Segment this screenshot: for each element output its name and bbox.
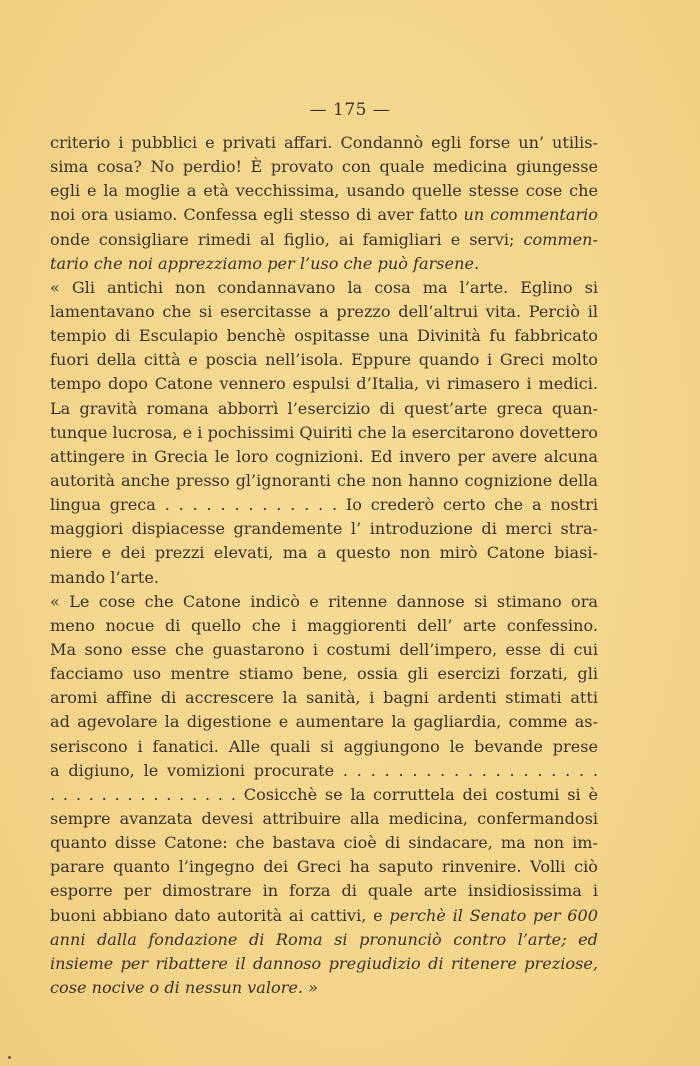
text-line <box>50 879 598 903</box>
text-line <box>50 155 598 179</box>
text-line <box>50 831 598 855</box>
text-line <box>50 614 598 638</box>
text-run: esporre per dimostrare in forza di quale arte insidiosissima i <box>50 881 598 901</box>
text-line <box>50 131 598 155</box>
text-run: attingere in Grecia le loro cognizioni. Ed invero per avere alcuna <box>50 446 598 466</box>
text-line <box>50 952 598 976</box>
text-run: ad agevolare la digestione e aumentare la gagliardia, comme as- <box>50 712 598 732</box>
text-run: La gravità romana abborrì l’esercizio di quest’arte greca quan- <box>50 398 598 418</box>
text-run: Ma sono esse che guastarono i costumi dell’impero, esse di cui <box>50 639 598 659</box>
text-run: onde consigliare rimedi al figlio, ai famigliari e servi; <box>50 229 524 249</box>
text-run: niere e dei prezzi elevati, ma a questo non mirò Catone biasi- <box>50 543 598 563</box>
text-run: quanto disse Catone: che bastava cioè di sindacare, ma non im- <box>50 833 598 853</box>
text-line <box>50 759 598 783</box>
text-run: egli e la moglie a età vecchissima, usando quelle stesse cose che <box>50 181 598 201</box>
text-line <box>50 517 598 541</box>
text-run: tempo dopo Catone vennero espulsi d’Italia, vi rimasero i medici. <box>50 374 598 394</box>
text-line <box>50 469 598 493</box>
text-line <box>50 541 598 565</box>
text-line <box>50 252 598 276</box>
text-line <box>50 203 598 227</box>
text-line <box>50 179 598 203</box>
text-run: fuori della città e poscia nell’isola. Eppure quando i Greci molto <box>50 350 598 370</box>
text-run: aromi affine di accrescere la sanità, i bagni ardenti stimati atti <box>50 688 598 708</box>
text-line <box>50 445 598 469</box>
text-run: facciamo uso mentre stiamo bene, ossia gli esercizi forzati, gli <box>50 664 598 684</box>
text-line <box>50 904 598 928</box>
text-line <box>50 372 598 396</box>
text-line <box>50 783 598 807</box>
text-line <box>50 324 598 348</box>
page-number: — 175 — <box>309 100 391 120</box>
text-line <box>50 976 598 1000</box>
italic-text: cose nocive o di nessun valore. » <box>50 977 318 997</box>
text-run: meno nocue di quello che i maggiorenti dell’ arte confessino. <box>50 615 598 635</box>
text-line <box>50 348 598 372</box>
text-line <box>50 855 598 879</box>
body-text <box>50 131 598 1000</box>
text-run: sima cosa? No perdio! È provato con quale medicina giungesse <box>50 157 598 177</box>
text-run: maggiori dispiacesse grandemente l’ introduzione di merci stra- <box>50 519 598 539</box>
text-line <box>50 735 598 759</box>
text-run: lingua greca . . . . . . . . . . . . . Io crederò certo che a nostri <box>50 495 598 515</box>
text-run: « Gli antichi non condannavano la cosa ma l’arte. Eglino si <box>50 277 598 297</box>
text-line <box>50 928 598 952</box>
text-run: sempre avanzata devesi attribuire alla medicina, confermandosi <box>50 808 598 828</box>
text-line <box>50 566 598 590</box>
text-run: mando l’arte. <box>50 567 159 587</box>
text-line <box>50 710 598 734</box>
text-line <box>50 638 598 662</box>
italic-text: un commentario <box>463 205 598 225</box>
text-run: tunque lucrosa, e i pochissimi Quiriti che la esercitarono dovettero <box>50 422 598 442</box>
scan-speck <box>8 1056 11 1059</box>
text-line <box>50 590 598 614</box>
text-run: criterio i pubblici e privati affari. Condannò egli forse un’ utilis- <box>50 133 598 152</box>
text-line <box>50 300 598 324</box>
text-run: buoni abbiano dato autorità ai cattivi, e <box>50 905 390 925</box>
text-line <box>50 276 598 300</box>
italic-text: insieme per ribattere il dannoso pregiudizio di ritenere preziose, <box>50 953 598 973</box>
text-line <box>50 421 598 445</box>
text-run: parare quanto l’ingegno dei Greci ha saputo rinvenire. Volli ciò <box>50 857 598 877</box>
text-run: tempio di Esculapio benchè ospitasse una Divinità fu fabbricato <box>50 326 598 346</box>
text-line <box>50 662 598 686</box>
text-line <box>50 686 598 710</box>
text-run: seriscono i fanatici. Alle quali si aggiungono le bevande prese <box>50 736 598 756</box>
text-line <box>50 807 598 831</box>
text-run: . . . . . . . . . . . . . . . Cosicchè se la corruttela dei costumi si è <box>50 784 598 804</box>
italic-text: perchè il Senato per 600 <box>389 905 598 925</box>
text-run: autorità anche presso gl’ignoranti che non hanno cognizione della <box>50 470 598 490</box>
text-line <box>50 493 598 517</box>
italic-text: anni dalla fondazione di Roma si pronunciò contro l’arte; ed <box>50 929 598 949</box>
text-run: « Le cose che Catone indicò e ritenne dannose si stimano ora <box>50 591 598 611</box>
italic-text: commen- <box>523 229 598 249</box>
text-line <box>50 228 598 252</box>
text-line <box>50 397 598 421</box>
text-run: a digiuno, le vomizioni procurate . . . . . . . . . . . . . . . . . . . <box>50 760 598 780</box>
italic-text: tario che noi apprezziamo per l’uso che può farsene. <box>50 253 480 273</box>
text-run: noi ora usiamo. Confessa egli stesso di aver fatto <box>50 205 464 225</box>
text-run: lamentavano che si esercitasse a prezzo dell’altrui vita. Perciò il <box>50 301 598 321</box>
